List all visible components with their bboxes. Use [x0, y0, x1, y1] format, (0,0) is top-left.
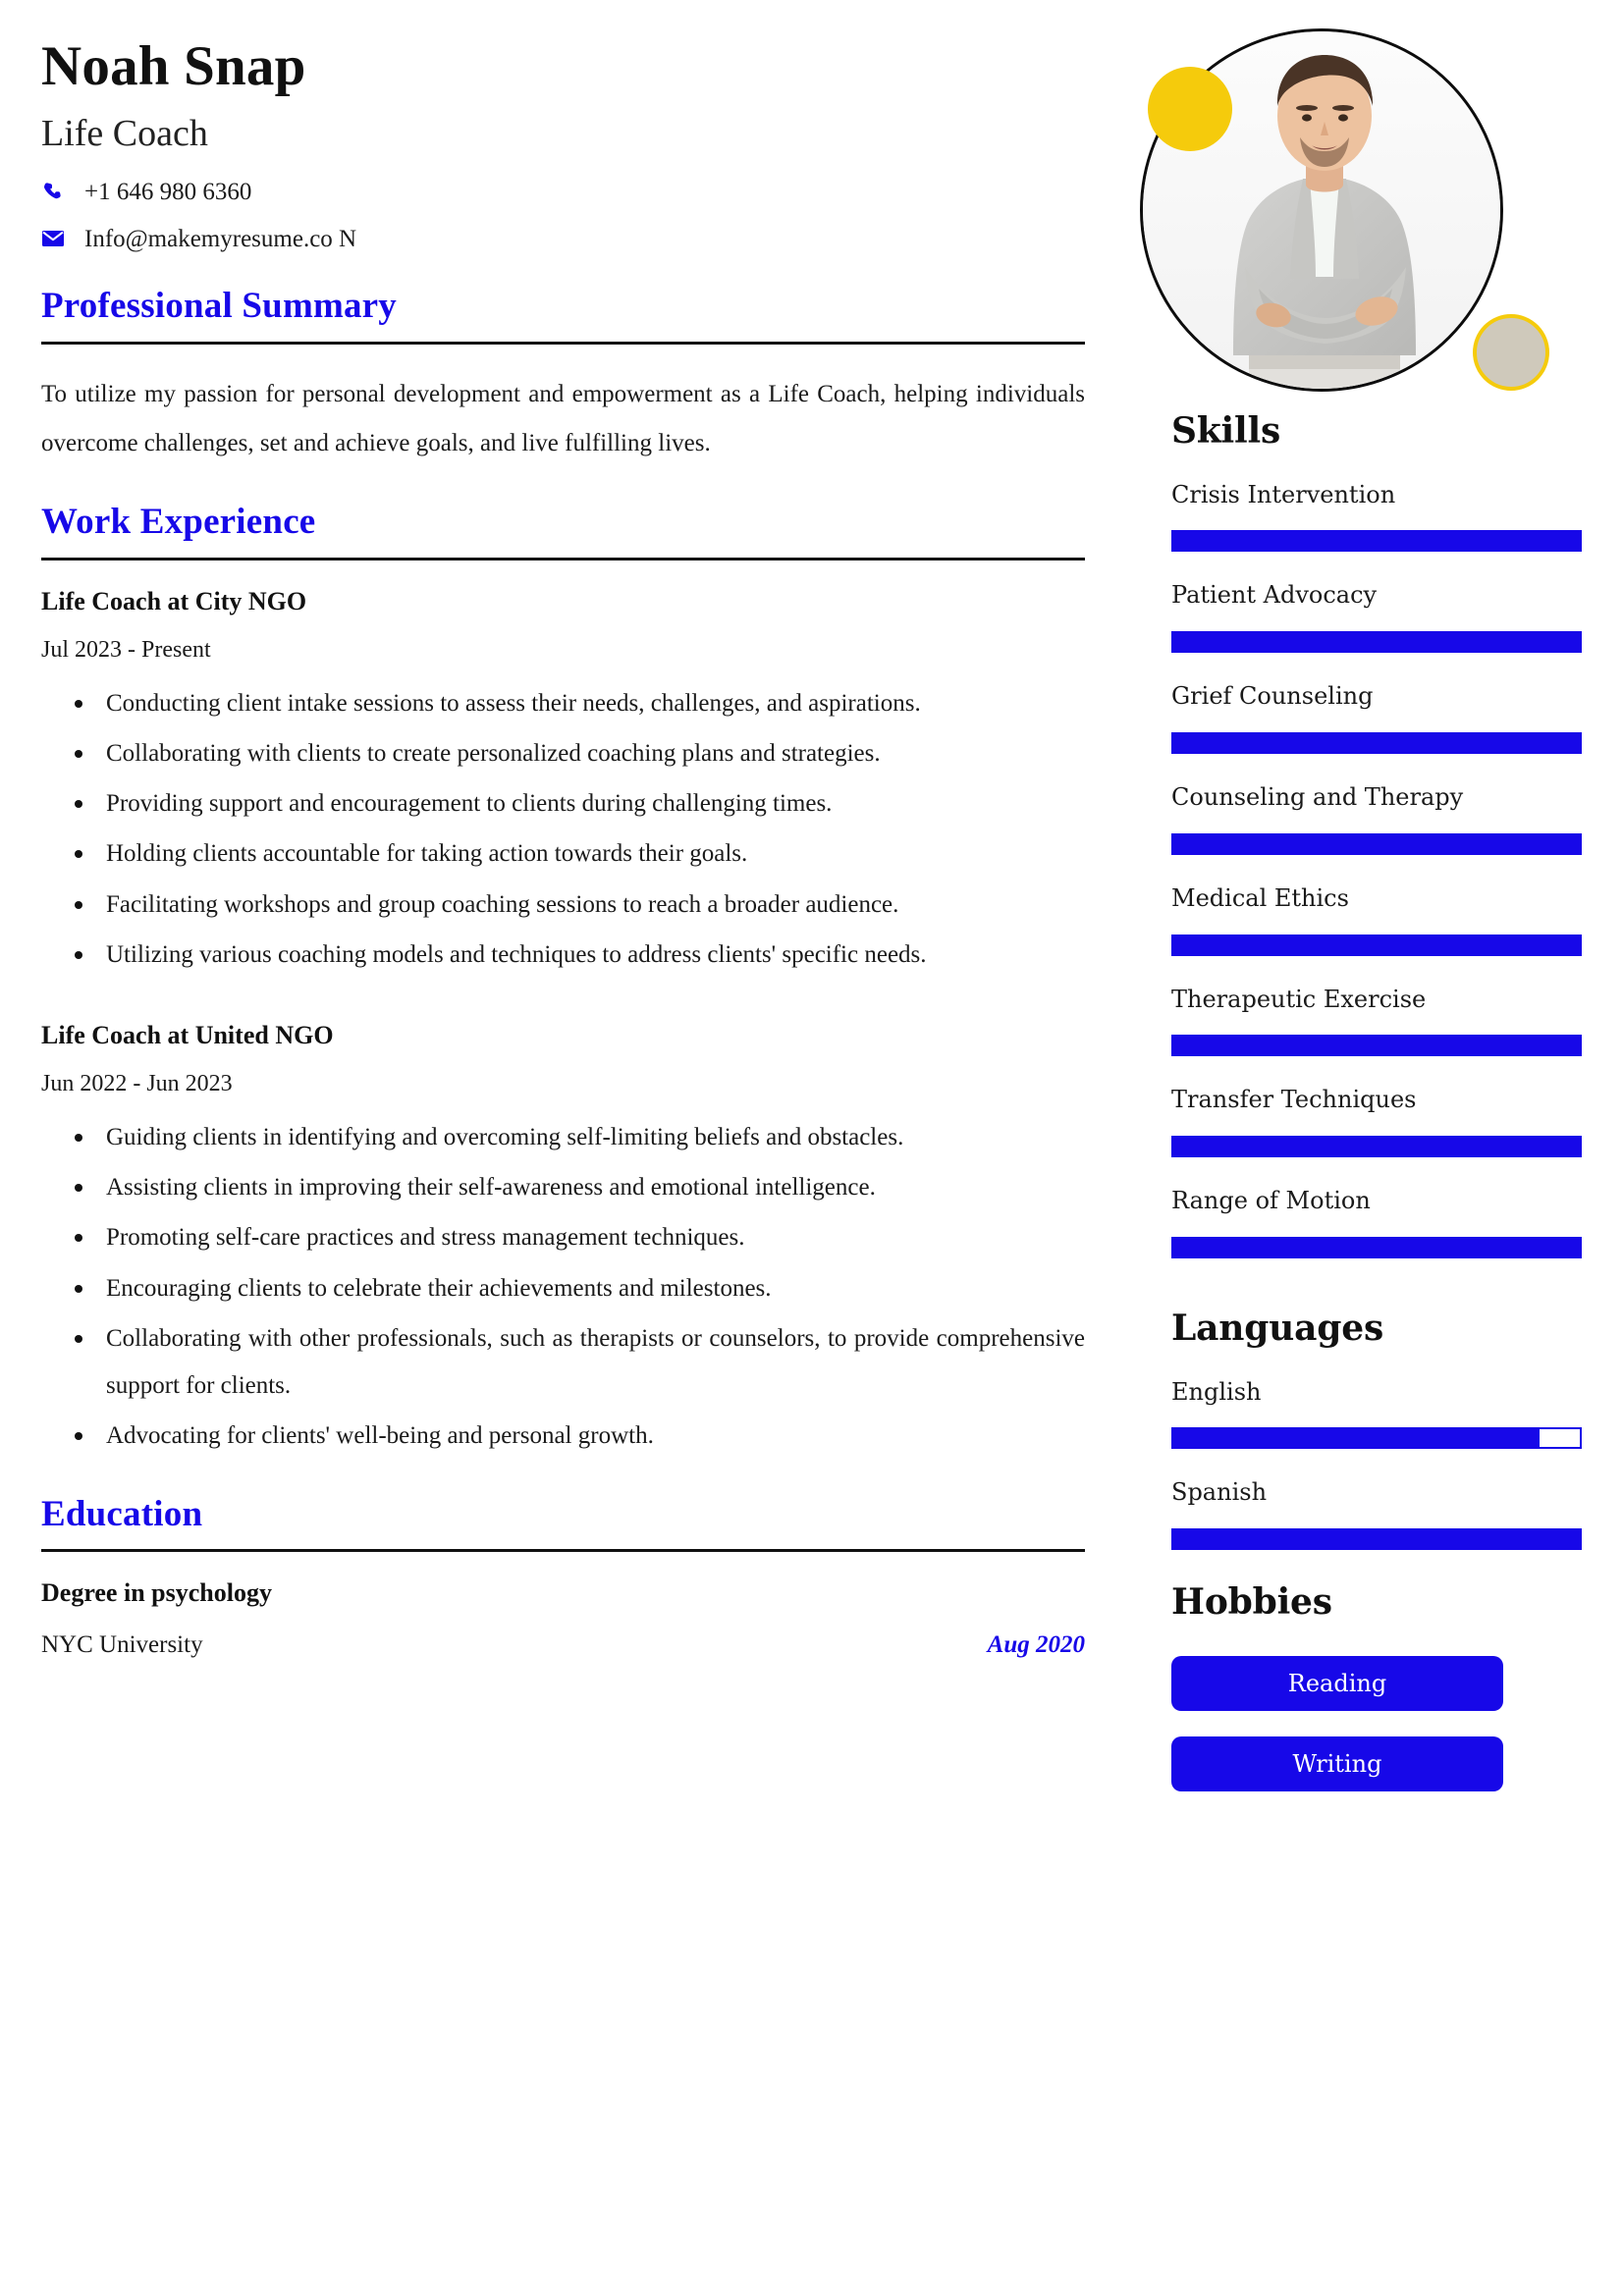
language-label: English	[1171, 1377, 1262, 1406]
skill-label: Patient Advocacy	[1171, 581, 1378, 610]
education-meta-row	[41, 1631, 1085, 1659]
list-item: Providing support and encouragement to clients during challenging times.	[86, 780, 1085, 828]
skill-meter-fill	[1173, 835, 1580, 853]
hobby-list	[1171, 1656, 1582, 1791]
work-entry-bullets	[41, 680, 1085, 980]
work-entry	[41, 586, 1085, 979]
skill-meter-fill	[1173, 1239, 1580, 1256]
work-entry-bullets	[41, 1114, 1085, 1461]
section-title-work: Work Experience	[41, 501, 316, 542]
list-item: Collaborating with clients to create personalized coaching plans and strategies.	[86, 730, 1085, 777]
section-title-hobbies: Hobbies	[1171, 1581, 1332, 1624]
list-item: Encouraging clients to celebrate their achievements and milestones.	[86, 1265, 1085, 1312]
skill-meter	[1171, 631, 1582, 653]
education-school: NYC University	[41, 1631, 203, 1659]
language-meter	[1171, 1528, 1582, 1550]
contact-list	[41, 178, 1085, 252]
page-title: Noah Snap	[41, 35, 306, 97]
job-title: Life Coach	[41, 112, 208, 154]
list-item: Advocating for clients' well-being and personal growth.	[86, 1413, 1085, 1460]
list-item: Assisting clients in improving their self-awareness and emotional intelligence.	[86, 1164, 1085, 1211]
spacer	[1124, 1258, 1623, 1309]
work-entry	[41, 1020, 1085, 1461]
list-item: Conducting client intake sessions to assess their needs, challenges, and aspirations.	[86, 680, 1085, 727]
list-item: Utilizing various coaching models and techniques to address clients' specific needs.	[86, 932, 1085, 979]
section-title-summary: Professional Summary	[41, 286, 398, 327]
skill-meter	[1171, 1136, 1582, 1157]
skill-meter-fill	[1173, 936, 1580, 954]
phone-icon	[41, 180, 71, 203]
summary-body: To utilize my passion for personal development and empowerment as a Life Coach, helping individuals overcome challenges, set and achieve goals, and live fulfilling lives.	[41, 380, 1085, 456]
skill-meter-fill	[1173, 734, 1580, 752]
sidebar	[1124, 0, 1623, 1817]
skill-item	[1171, 783, 1582, 855]
language-label: Spanish	[1171, 1478, 1268, 1507]
skill-meter	[1171, 732, 1582, 754]
section-hobbies	[1124, 1583, 1623, 1791]
skill-label: Range of Motion	[1171, 1187, 1371, 1215]
list-item: Facilitating workshops and group coaching sessions to reach a broader audience.	[86, 881, 1085, 929]
hobby-tag-writing[interactable]: Writing	[1171, 1736, 1503, 1791]
section-title-languages: Languages	[1171, 1307, 1384, 1349]
skill-item	[1171, 1187, 1582, 1258]
skill-item	[1171, 581, 1582, 653]
skill-meter	[1171, 1237, 1582, 1258]
avatar	[1124, 0, 1623, 412]
contact-phone[interactable]	[41, 178, 1085, 205]
language-meter-fill	[1173, 1530, 1580, 1548]
skill-meter-fill	[1173, 1037, 1580, 1054]
skill-label: Transfer Techniques	[1171, 1086, 1417, 1114]
list-item: Guiding clients in identifying and overcoming self-limiting beliefs and obstacles.	[86, 1114, 1085, 1161]
work-entry-title: Life Coach at United NGO	[41, 1021, 334, 1049]
work-entry-dates: Jul 2023 - Present	[41, 636, 211, 663]
decorative-yellow-circle	[1148, 67, 1232, 151]
work-entry-title: Life Coach at City NGO	[41, 586, 307, 615]
mail-icon	[41, 229, 71, 248]
skill-meter	[1171, 833, 1582, 855]
spacer	[1124, 1550, 1623, 1583]
skill-label: Counseling and Therapy	[1171, 782, 1464, 811]
list-item: Holding clients accountable for taking action towards their goals.	[86, 830, 1085, 878]
language-item	[1171, 1478, 1582, 1550]
email-value: Info@makemyresume.co N	[84, 225, 357, 252]
skill-meter	[1171, 934, 1582, 956]
skill-meter-fill	[1173, 1138, 1580, 1155]
section-education	[41, 1494, 1085, 1660]
skill-meter-fill	[1173, 633, 1580, 651]
contact-email[interactable]	[41, 225, 1085, 252]
education-entry	[41, 1577, 1085, 1659]
skill-item	[1171, 682, 1582, 754]
skill-meter	[1171, 530, 1582, 552]
section-title-education: Education	[41, 1493, 203, 1534]
language-meter	[1171, 1427, 1582, 1449]
section-work-experience	[41, 502, 1085, 1461]
section-divider	[41, 1549, 1085, 1552]
work-entry-dates: Jun 2022 - Jun 2023	[41, 1071, 233, 1097]
list-item: Promoting self-care practices and stress management techniques.	[86, 1214, 1085, 1261]
skill-label: Therapeutic Exercise	[1171, 985, 1427, 1013]
skill-label: Grief Counseling	[1171, 682, 1374, 711]
section-title-skills: Skills	[1171, 410, 1281, 452]
skill-item	[1171, 884, 1582, 956]
language-meter-fill	[1173, 1429, 1540, 1447]
skill-item	[1171, 481, 1582, 553]
section-languages	[1124, 1309, 1623, 1550]
skill-label: Crisis Intervention	[1171, 480, 1396, 508]
skill-item	[1171, 986, 1582, 1057]
skill-label: Medical Ethics	[1171, 883, 1349, 912]
language-item	[1171, 1378, 1582, 1450]
decorative-beige-circle	[1473, 314, 1549, 391]
phone-value: +1 646 980 6360	[84, 178, 252, 205]
education-degree: Degree in psychology	[41, 1578, 272, 1608]
skill-meter	[1171, 1035, 1582, 1056]
section-divider	[41, 558, 1085, 561]
skill-meter-fill	[1173, 532, 1580, 550]
section-professional-summary	[41, 286, 1085, 468]
hobby-tag-reading[interactable]: Reading	[1171, 1656, 1503, 1711]
list-item: Collaborating with other professionals, such as therapists or counselors, to provide comprehensive support for clients.	[86, 1315, 1085, 1411]
section-skills	[1124, 412, 1623, 1258]
skill-item	[1171, 1086, 1582, 1157]
section-divider	[41, 342, 1085, 345]
education-date: Aug 2020	[987, 1631, 1085, 1659]
